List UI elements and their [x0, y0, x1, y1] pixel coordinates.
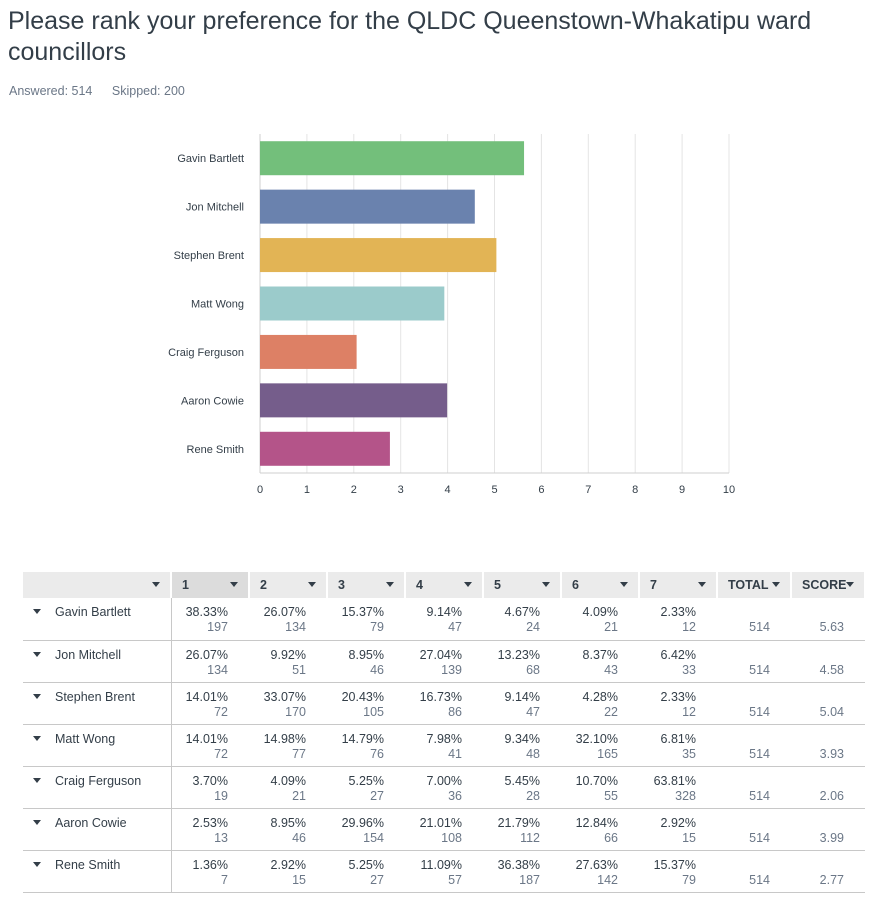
rank-cell	[405, 850, 483, 892]
header-row-label[interactable]	[23, 572, 171, 598]
cell-count: 13	[214, 830, 228, 845]
cell-count: 108	[441, 830, 462, 845]
cell-count: 35	[682, 746, 696, 761]
expand-row-caret-icon[interactable]	[33, 778, 41, 783]
total-cell: 514	[717, 682, 791, 724]
cell-count: 12	[682, 704, 696, 719]
cell-count: 79	[370, 620, 384, 634]
column-header-label: 4	[416, 578, 423, 592]
rank-cell	[405, 682, 483, 724]
cell-percent: 13.23%	[497, 647, 540, 662]
cell-percent: 9.92%	[270, 647, 306, 662]
cell-percent: 2.33%	[660, 689, 696, 704]
column-header[interactable]	[717, 572, 791, 598]
cell-count: 105	[363, 704, 384, 719]
score-cell: 5.63	[791, 598, 865, 640]
column-header[interactable]	[483, 572, 561, 598]
total-cell: 514	[717, 766, 791, 808]
rank-cell	[639, 598, 717, 640]
cell-percent: 32.10%	[575, 731, 618, 746]
rank-cell	[171, 766, 249, 808]
cell-percent: 26.07%	[185, 647, 228, 662]
cell-percent: 14.01%	[185, 731, 228, 746]
rank-cell	[483, 766, 561, 808]
cell-count: 27	[370, 872, 384, 887]
cell-percent: 9.14%	[504, 689, 540, 704]
cell-percent: 8.95%	[348, 647, 384, 662]
column-header[interactable]	[327, 572, 405, 598]
cell-count: 51	[292, 662, 306, 677]
cell-percent: 5.25%	[348, 857, 384, 872]
rank-cell	[561, 682, 639, 724]
row-label: Aaron Cowie	[55, 815, 127, 830]
column-header[interactable]	[561, 572, 639, 598]
x-tick-label: 6	[538, 484, 545, 496]
rank-cell	[639, 766, 717, 808]
ranking-table	[23, 572, 866, 893]
rank-cell	[249, 640, 327, 682]
rank-cell	[171, 724, 249, 766]
score-cell: 3.93	[791, 724, 865, 766]
rank-cell	[561, 808, 639, 850]
cell-percent: 38.33%	[185, 605, 228, 619]
rank-cell	[483, 850, 561, 892]
rank-cell	[483, 808, 561, 850]
cell-count: 76	[370, 746, 384, 761]
cell-percent: 8.95%	[270, 815, 306, 830]
sort-caret-icon	[698, 582, 706, 587]
cell-percent: 21.01%	[419, 815, 462, 830]
rank-cell	[483, 640, 561, 682]
cell-count: 170	[285, 704, 306, 719]
rank-cell	[639, 850, 717, 892]
rank-cell	[171, 808, 249, 850]
bar	[260, 190, 475, 224]
sort-caret-icon	[846, 582, 854, 587]
cell-percent: 6.81%	[660, 731, 696, 746]
table-row	[23, 808, 865, 850]
total-cell: 514	[717, 724, 791, 766]
cell-percent: 14.79%	[341, 731, 384, 746]
cell-count: 28	[526, 788, 540, 803]
category-label: Jon Mitchell	[185, 201, 244, 214]
cell-count: 187	[519, 872, 540, 887]
sort-caret-icon	[620, 582, 628, 587]
row-label-cell[interactable]	[23, 850, 171, 892]
cell-percent: 6.42%	[660, 647, 696, 662]
cell-count: 66	[604, 830, 618, 845]
rank-cell	[483, 682, 561, 724]
rank-cell	[561, 850, 639, 892]
cell-count: 154	[363, 830, 384, 845]
total-cell: 514	[717, 598, 791, 640]
table-header-row	[23, 572, 865, 598]
rank-cell	[639, 808, 717, 850]
cell-count: 57	[448, 872, 462, 887]
rank-cell	[249, 850, 327, 892]
rank-cell	[249, 724, 327, 766]
question-title: Please rank your preference for the QLDC Queenstown-Whakatipu ward councillors	[8, 7, 812, 66]
row-label-cell[interactable]	[23, 640, 171, 682]
skipped-count: Skipped: 200	[111, 84, 185, 98]
rank-cell	[483, 724, 561, 766]
rank-cell	[327, 640, 405, 682]
column-header[interactable]	[249, 572, 327, 598]
cell-count: 21	[292, 788, 306, 803]
rank-cell	[249, 766, 327, 808]
table-row	[23, 850, 865, 892]
x-tick-label: 8	[632, 484, 639, 496]
cell-count: 15	[292, 872, 306, 887]
category-label: Gavin Bartlett	[177, 153, 244, 166]
ranking-bar-chart	[0, 120, 882, 510]
cell-percent: 3.70%	[192, 773, 228, 788]
score-cell: 2.77	[791, 850, 865, 892]
sort-caret-icon	[152, 582, 160, 587]
cell-percent: 20.43%	[341, 689, 384, 704]
cell-percent: 27.04%	[419, 647, 462, 662]
cell-count: 46	[370, 662, 384, 677]
category-label: Stephen Brent	[173, 250, 244, 263]
cell-count: 46	[292, 830, 306, 845]
cell-count: 55	[604, 788, 618, 803]
bar	[260, 141, 524, 175]
row-label-cell[interactable]	[23, 766, 171, 808]
table-row	[23, 640, 865, 682]
cell-count: 22	[604, 704, 618, 719]
cell-count: 134	[285, 620, 306, 634]
cell-percent: 11.09%	[420, 857, 462, 872]
cell-count: 36	[448, 788, 462, 803]
rank-cell	[405, 808, 483, 850]
expand-row-caret-icon[interactable]	[33, 820, 41, 825]
rank-cell	[171, 850, 249, 892]
rank-cell	[561, 640, 639, 682]
rank-cell	[561, 766, 639, 808]
cell-percent: 15.37%	[341, 605, 384, 619]
rank-cell	[639, 724, 717, 766]
x-tick-label: 3	[397, 484, 404, 496]
rank-cell	[639, 640, 717, 682]
column-header-label: 2	[260, 578, 267, 592]
answered-count: Answered: 514	[9, 84, 93, 98]
cell-count: 47	[448, 620, 462, 634]
column-header-label: 1	[182, 578, 189, 592]
cell-count: 12	[682, 620, 696, 634]
cell-percent: 2.92%	[660, 815, 696, 830]
rank-cell	[249, 682, 327, 724]
cell-percent: 10.70%	[575, 773, 618, 788]
cell-count: 33	[682, 662, 696, 677]
cell-percent: 2.92%	[270, 857, 306, 872]
cell-percent: 15.37%	[653, 857, 696, 872]
cell-count: 112	[520, 830, 540, 845]
table-row	[23, 724, 865, 766]
cell-count: 27	[370, 788, 384, 803]
row-label: Rene Smith	[55, 857, 121, 872]
total-cell: 514	[717, 850, 791, 892]
rank-cell	[561, 598, 639, 640]
column-header[interactable]	[791, 572, 865, 598]
cell-percent: 5.45%	[504, 773, 540, 788]
column-header-label: 7	[650, 578, 657, 592]
cell-percent: 63.81%	[653, 773, 696, 788]
cell-percent: 5.25%	[348, 773, 384, 788]
x-tick-label: 1	[303, 484, 310, 496]
cell-count: 165	[597, 746, 618, 761]
column-header-label: 6	[572, 578, 579, 592]
row-label-cell[interactable]	[23, 808, 171, 850]
expand-row-caret-icon[interactable]	[33, 694, 41, 699]
response-summary	[9, 84, 201, 98]
rank-cell	[405, 598, 483, 640]
rank-cell	[327, 682, 405, 724]
category-label: Aaron Cowie	[181, 395, 244, 408]
row-label: Matt Wong	[55, 731, 116, 746]
rank-cell	[405, 724, 483, 766]
rank-cell	[249, 808, 327, 850]
rank-cell	[639, 682, 717, 724]
sort-caret-icon	[464, 582, 472, 587]
cell-count: 79	[682, 872, 696, 887]
cell-percent: 16.73%	[419, 689, 462, 704]
row-label: Craig Ferguson	[55, 773, 142, 788]
category-label: Craig Ferguson	[168, 346, 244, 359]
cell-count: 68	[526, 662, 540, 677]
cell-count: 77	[292, 746, 306, 761]
bar	[260, 287, 444, 321]
cell-percent: 14.01%	[185, 689, 228, 704]
column-header[interactable]	[171, 572, 249, 598]
cell-percent: 7.00%	[426, 773, 462, 788]
cell-percent: 2.33%	[660, 605, 696, 619]
cell-percent: 29.96%	[341, 815, 384, 830]
cell-count: 197	[207, 620, 228, 634]
cell-count: 21	[604, 620, 618, 634]
row-label: Jon Mitchell	[55, 647, 121, 662]
bar	[260, 238, 496, 272]
cell-count: 15	[682, 830, 696, 845]
sort-caret-icon	[772, 582, 780, 587]
rank-cell	[171, 682, 249, 724]
expand-row-caret-icon[interactable]	[33, 736, 41, 741]
column-header[interactable]	[639, 572, 717, 598]
cell-percent: 1.36%	[192, 857, 228, 872]
sort-caret-icon	[542, 582, 550, 587]
cell-count: 24	[526, 620, 540, 634]
x-tick-label: 2	[350, 484, 357, 496]
rank-cell	[327, 766, 405, 808]
rank-cell	[249, 598, 327, 640]
cell-percent: 4.28%	[582, 689, 618, 704]
category-label: Matt Wong	[191, 298, 244, 311]
bar	[260, 383, 447, 417]
cell-count: 72	[214, 746, 228, 761]
score-cell: 2.06	[791, 766, 865, 808]
cell-percent: 12.84%	[575, 815, 618, 830]
row-label: Gavin Bartlett	[55, 605, 131, 619]
cell-count: 72	[214, 704, 228, 719]
cell-percent: 21.79%	[497, 815, 540, 830]
category-label: Rene Smith	[186, 443, 244, 456]
cell-percent: 26.07%	[263, 605, 306, 619]
table-row	[23, 682, 865, 724]
cell-count: 142	[597, 872, 618, 887]
table-row	[23, 598, 865, 640]
cell-count: 47	[526, 704, 540, 719]
expand-row-caret-icon[interactable]	[33, 652, 41, 657]
table-row	[23, 766, 865, 808]
rank-cell	[405, 640, 483, 682]
x-tick-label: 9	[679, 484, 686, 496]
row-label-cell[interactable]	[23, 598, 171, 640]
cell-count: 41	[448, 746, 462, 761]
rank-cell	[405, 766, 483, 808]
rank-cell	[171, 640, 249, 682]
column-header-label: TOTAL	[728, 578, 769, 592]
rank-cell	[327, 724, 405, 766]
cell-percent: 8.37%	[582, 647, 618, 662]
total-cell: 514	[717, 808, 791, 850]
cell-percent: 7.98%	[426, 731, 462, 746]
cell-count: 19	[214, 788, 228, 803]
cell-percent: 14.98%	[263, 731, 306, 746]
cell-count: 139	[441, 662, 462, 677]
bar	[260, 335, 357, 369]
row-label: Stephen Brent	[55, 689, 135, 704]
cell-count: 328	[675, 788, 696, 803]
cell-percent: 4.09%	[582, 605, 618, 619]
column-header[interactable]	[405, 572, 483, 598]
cell-percent: 4.09%	[270, 773, 306, 788]
x-tick-label: 4	[444, 484, 451, 496]
cell-count: 48	[526, 746, 540, 761]
column-header-label: 3	[338, 578, 345, 592]
rank-cell	[171, 598, 249, 640]
expand-row-caret-icon[interactable]	[33, 862, 41, 867]
cell-percent: 36.38%	[497, 857, 540, 872]
sort-caret-icon	[308, 582, 316, 587]
bar	[260, 432, 390, 466]
cell-percent: 2.53%	[192, 815, 228, 830]
cell-count: 134	[207, 662, 228, 677]
x-tick-label: 0	[256, 484, 264, 496]
row-label-cell[interactable]	[23, 724, 171, 766]
cell-percent: 33.07%	[263, 689, 306, 704]
cell-count: 43	[604, 662, 618, 677]
x-tick-label: 7	[585, 484, 592, 496]
column-header-label: SCORE	[802, 578, 847, 592]
expand-row-caret-icon[interactable]	[33, 609, 41, 614]
rank-cell	[327, 598, 405, 640]
cell-count: 86	[448, 704, 462, 719]
rank-cell	[561, 724, 639, 766]
cell-percent: 9.14%	[426, 605, 462, 619]
row-label-cell[interactable]	[23, 682, 171, 724]
sort-caret-icon	[386, 582, 394, 587]
rank-cell	[327, 808, 405, 850]
rank-cell	[483, 598, 561, 640]
cell-percent: 4.67%	[504, 605, 540, 619]
rank-cell	[327, 850, 405, 892]
score-cell: 5.04	[791, 682, 865, 724]
cell-percent: 9.34%	[504, 731, 540, 746]
score-cell: 4.58	[791, 640, 865, 682]
x-tick-label: 10	[722, 484, 736, 496]
cell-count: 7	[221, 872, 228, 887]
score-cell: 3.99	[791, 808, 865, 850]
x-tick-label: 5	[491, 484, 498, 496]
total-cell: 514	[717, 640, 791, 682]
sort-caret-icon	[230, 582, 238, 587]
column-header-label: 5	[494, 578, 501, 592]
cell-percent: 27.63%	[575, 857, 618, 872]
